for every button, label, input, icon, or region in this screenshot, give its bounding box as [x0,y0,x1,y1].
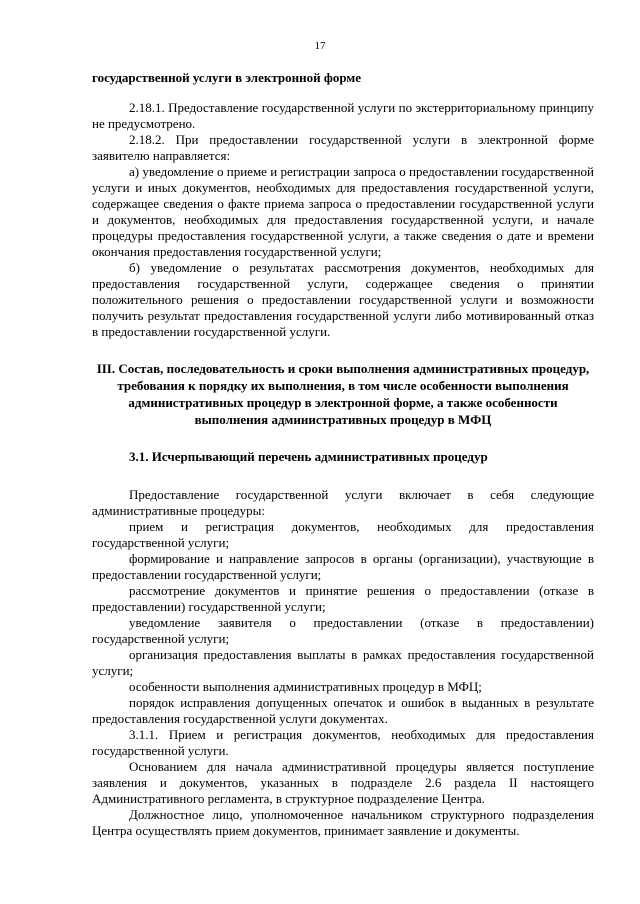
paragraph-item-a: а) уведомление о приеме и регистрации запроса о предоставлении государственной услуги и иных документов, необходимых для предоставления государственной услуги, содержащее сведения о факте приема запроса о предоставлении государственной услуги и документов, необходимых для предоставления государственной услуги, и начале процедуры предоставления государственной услуги, а также сведения о дате и времени окончания предоставления государственной услуги; [92,164,594,259]
procedure-item: особенности выполнения административных процедур в МФЦ; [129,679,482,694]
paragraph-3-1-1: 3.1.1. Прием и регистрация документов, необходимых для предоставления государственной услуги. [92,727,594,758]
procedures-intro: Предоставление государственной услуги включает в себя следующие административные процедуры: [92,487,594,518]
paragraph-basis: Основанием для начала административной процедуры является поступление заявления и документов, указанных в подразделе 2.6 раздела II настоящего Административного регламента, в структурное подразделение Центра. [92,759,594,806]
section-heading-iii: III. Состав, последовательность и сроки выполнения административных процедур, требования к порядку их выполнения, в том числе особенности выполнения административных процедур в электронной форме, а также особенности выполнения административных процедур в МФЦ [96,361,590,427]
paragraph-official: Должностное лицо, уполномоченное начальником структурного подразделения Центра осуществлять прием документов, принимает заявление и документы. [92,807,594,838]
procedure-item: прием и регистрация документов, необходимых для предоставления государственной услуги; [92,519,594,550]
procedure-item: формирование и направление запросов в органы (организации), участвующие в предоставлении государственной услуги; [92,551,594,582]
procedure-item: уведомление заявителя о предоставлении (отказе в предоставлении) государственной услуги; [92,615,594,646]
paragraph-2-18-2: 2.18.2. При предоставлении государственной услуги в электронной форме заявителю направляется: [92,132,594,163]
procedure-item: рассмотрение документов и принятие решения о предоставлении (отказе в предоставлении) государственной услуги; [92,583,594,614]
subheading-3-1: 3.1. Исчерпывающий перечень административных процедур [129,449,488,464]
page-number: 17 [314,40,326,52]
paragraph-2-18-1: 2.18.1. Предоставление государственной услуги по экстерриториальному принципу не предусмотрено. [92,100,594,131]
procedure-item: организация предоставления выплаты в рамках предоставления государственной услуги; [92,647,594,678]
paragraph-item-b: б) уведомление о результатах рассмотрения документов, необходимых для предоставления государственной услуги, содержащее сведения о принятии положительного решения о предоставлении государственной услуги и возможности получить результат предоставления государственной услуги либо мотивированный отказ в предоставлении государственной услуги. [92,260,594,339]
continued-heading: государственной услуги в электронной форме [92,70,361,85]
document-body [92,70,594,839]
procedure-item: порядок исправления допущенных опечаток и ошибок в выданных в результате предоставления государственной услуги документах. [92,695,594,726]
